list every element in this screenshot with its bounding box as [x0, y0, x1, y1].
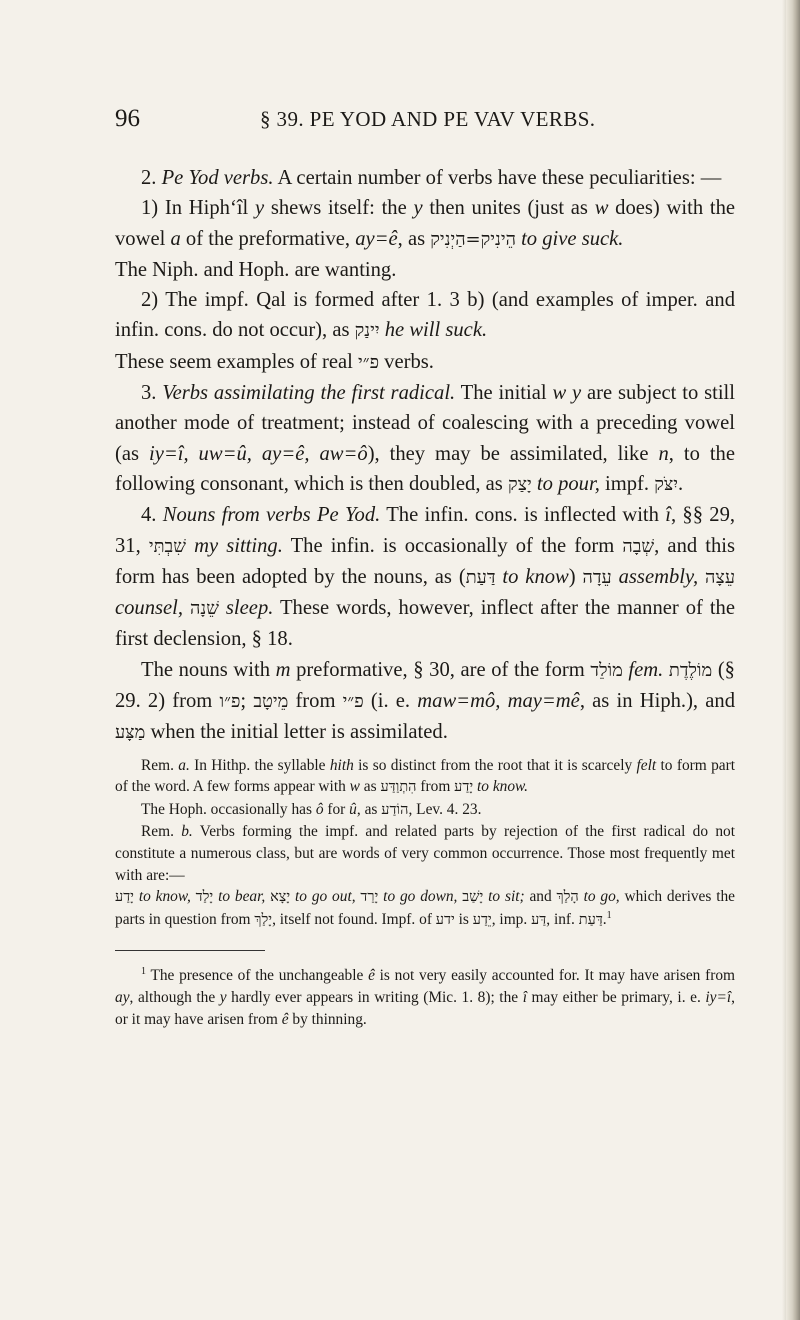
footnote-number: 1 — [141, 966, 146, 978]
hebrew-word: פ״י — [358, 351, 380, 373]
hebrew-word: יָצָא — [270, 889, 291, 906]
page-body — [115, 163, 735, 1030]
hebrew-word: שֵׁנָה — [190, 598, 219, 620]
page-edge-shadow — [786, 0, 800, 1320]
section-2-point-1: 1) In Hiph‘îl y shews itself: the y then unites (just as w does) with the vowel a of the preformative, ay=ê, as הֵינִיק=הַיְנִיק to give suck. — [115, 197, 736, 250]
running-title: § 39. PE YOD AND PE VAV VERBS. — [260, 107, 596, 131]
section-3: 3. Verbs assimilating the first radical. The initial w y are subject to still another mode of treatment; instead of coalescing with a preceding vowel (as iy=î, uw=û, ay=ê, aw=ô), they may be assimilated, like n, to the following consonant, which is then doubled, as יָצַק to pour, impf. יִצֹּק. — [115, 382, 736, 495]
footnote-rule — [115, 950, 265, 951]
hebrew-word: דַּעַת — [465, 566, 496, 588]
hebrew-word: מַצָּע — [115, 722, 146, 744]
section-4: 4. Nouns from verbs Pe Yod. The infin. cons. is inflected with î, §§ 29, 31, שִׁבְתִּי my sitting. The infin. is occasionally of the form שְׁבָה, and this form has been adopted by the nouns, as (דַּעַת to know) עֵדָה assembly, עֵצָה counsel, שֵׁנָה sleep. These words, however, inflect after the manner of the first declension, § 18. — [115, 504, 736, 651]
hebrew-word: הוֹדַע — [381, 801, 409, 818]
section-4-nouns: The nouns with m preformative, § 30, are of the form מוֹלֵד fem. מוֹלֶדֶת (§ 29. 2) from פ״ו; מֵיטָב from פ״י (i. e. maw=mô, may=mê, as in Hiph.), and מַצָּע when the initial letter is assimilated. — [115, 658, 736, 744]
hebrew-word: שְׁבָה — [622, 535, 655, 557]
section-2-note: The Niph. and Hoph. are wanting. — [115, 258, 397, 281]
hebrew-word: עֵצָה — [705, 566, 736, 588]
section-number: 4. — [141, 504, 163, 527]
hebrew-word: הִתְוַדַּע — [380, 779, 417, 796]
remarks — [115, 755, 735, 932]
section-title: Verbs assimilating the first radical. — [162, 382, 456, 405]
hebrew-word: יִינַק — [354, 320, 380, 342]
hebrew-word: יִצֹּק — [654, 473, 678, 495]
footnote-marker: 1 — [606, 909, 612, 921]
hebrew-word: דַּעַת — [578, 911, 603, 928]
hebrew-word: יָדַע — [454, 779, 474, 796]
hebrew-word: מוֹלֵד — [590, 659, 623, 681]
hebrew-word: יָצַק — [507, 473, 532, 495]
remark-b: Rem. b. Verbs forming the impf. and related parts by rejection of the first radical do not constitute a numerous class, but are words of very common occurrence. Those most frequently met with are:— — [115, 823, 736, 884]
hebrew-word: שִׁבְתִּי — [148, 535, 186, 557]
hebrew-word: פ״י — [342, 691, 364, 713]
page-number: 96 — [115, 105, 140, 132]
hebrew-word: יָדַע — [115, 889, 134, 906]
hebrew-word: ידע — [435, 911, 455, 928]
hebrew-word: יֵדַע — [472, 911, 492, 928]
hebrew-word: הָלַךְ — [556, 889, 579, 906]
remark-a-hoph: The Hoph. occasionally has ô for û, as הוֹדַע, Lev. 4. 23. — [141, 800, 482, 818]
remark-a: Rem. a. In Hithp. the syllable hith is so distinct from the root that it is scarcely felt to form part of the word. A few forms appear with w as הִתְוַדַּע from יָדַע to know. — [115, 756, 735, 796]
section-number: 2. — [141, 167, 162, 189]
section-2-note: These seem examples of real פ״י verbs. — [115, 350, 434, 373]
hebrew-word: הֵינִיק=הַיְנִיק — [430, 228, 516, 250]
page-header — [115, 105, 735, 137]
remark-b-list: יָדַע to know, יָלַד to bear, יָצָא to go out, יָרַד to go down, יָשַׁב to sit; and הָלַךְ to go, which derives the parts in question from יָלַךְ, itself not found. Impf. of ידע is יֵדַע, imp. דַּע, inf. דַּעַת.$^1$ — [115, 888, 736, 928]
hebrew-word: יָלַךְ — [254, 911, 273, 928]
hebrew-word: מֵיטָב — [253, 691, 289, 713]
hebrew-word: יָשַׁב — [462, 889, 484, 906]
section-2-intro: 2. Pe Yod verbs. A certain number of verbs have these peculiarities: — — [141, 167, 722, 189]
hebrew-word: יָלַד — [195, 889, 214, 906]
hebrew-word: פ״ו — [219, 691, 241, 713]
footnote — [115, 965, 735, 1030]
section-number: 3. — [141, 382, 163, 405]
section-2-point-2: 2) The impf. Qal is formed after 1. 3 b) (and examples of imper. and infin. cons. do not occur), as יִינַק he will suck. — [115, 289, 735, 342]
hebrew-word: דַּע — [531, 911, 547, 928]
hebrew-word: עֵדָה — [582, 566, 612, 588]
section-title: Pe Yod verbs. — [161, 167, 274, 189]
section-title: Nouns from verbs Pe Yod. — [162, 504, 381, 527]
hebrew-word: מוֹלֶדֶת — [668, 659, 713, 681]
footnote-text: $^1$ The presence of the unchangeable ê is not very easily accounted for. It may have arisen from ay, although the y hardly ever appears in writing (Mic. 1. 8); the î may either be primary, i. e. iy=î, or it may have arisen from ê by thinning. — [115, 966, 735, 1028]
hebrew-word: יָרַד — [360, 889, 379, 906]
